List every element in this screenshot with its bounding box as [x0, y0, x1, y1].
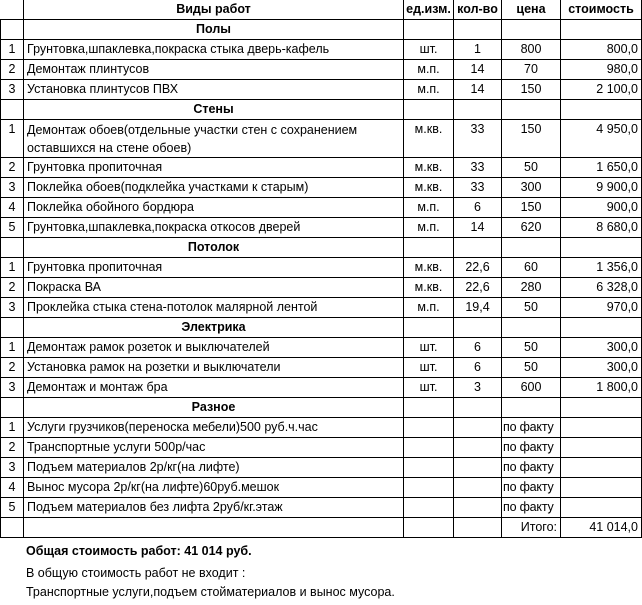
row-number: 3	[1, 298, 24, 318]
row-number: 1	[1, 418, 24, 438]
header-qty: кол-во	[454, 0, 502, 20]
table-row	[1, 178, 642, 198]
row-unit: м.п.	[404, 80, 454, 100]
row-cost	[561, 418, 642, 438]
footer-items: Транспортные услуги,подъем стойматериалов и вынос мусора.	[26, 585, 395, 599]
section-empty-cell	[1, 20, 24, 40]
section-empty-cell	[561, 398, 642, 418]
total-row	[1, 518, 642, 538]
section-empty-cell	[454, 398, 502, 418]
row-work-name: Услуги грузчиков(переноска мебели)500 руб.ч.час	[24, 418, 404, 438]
row-work-name: Установка рамок на розетки и выключатели	[24, 358, 404, 378]
section-empty-cell	[561, 100, 642, 120]
total-label: Итого:	[502, 518, 561, 538]
row-work-name: Грунтовка пропиточная	[24, 158, 404, 178]
table-row	[1, 258, 642, 278]
row-number: 1	[1, 338, 24, 358]
row-unit	[404, 418, 454, 438]
row-number: 2	[1, 60, 24, 80]
section-row	[1, 318, 642, 338]
row-unit: м.п.	[404, 198, 454, 218]
section-empty-cell	[404, 238, 454, 258]
section-empty-cell	[502, 398, 561, 418]
row-price: 150	[502, 198, 561, 218]
row-cost: 4 950,0	[561, 120, 642, 158]
row-number: 1	[1, 40, 24, 60]
row-qty: 19,4	[454, 298, 502, 318]
row-work-name: Проклейка стыка стена-потолок малярной лентой	[24, 298, 404, 318]
row-number: 4	[1, 478, 24, 498]
total-empty-cell	[1, 518, 24, 538]
row-qty: 6	[454, 338, 502, 358]
row-qty: 6	[454, 198, 502, 218]
section-title: Электрика	[24, 318, 404, 338]
row-work-name: Поклейка обойного бордюра	[24, 198, 404, 218]
table-row	[1, 378, 642, 398]
section-row	[1, 100, 642, 120]
row-price: 600	[502, 378, 561, 398]
row-qty	[454, 498, 502, 518]
section-empty-cell	[502, 20, 561, 40]
table-row	[1, 158, 642, 178]
row-qty: 14	[454, 80, 502, 100]
section-row	[1, 398, 642, 418]
estimate-body	[1, 20, 642, 538]
row-price: 70	[502, 60, 561, 80]
section-empty-cell	[454, 20, 502, 40]
row-cost: 8 680,0	[561, 218, 642, 238]
section-empty-cell	[1, 100, 24, 120]
section-empty-cell	[454, 318, 502, 338]
header-empty	[1, 0, 24, 20]
row-cost: 1 800,0	[561, 378, 642, 398]
row-qty: 22,6	[454, 258, 502, 278]
row-qty	[454, 438, 502, 458]
row-price: 800	[502, 40, 561, 60]
header-work: Виды работ	[24, 0, 404, 20]
row-cost	[561, 498, 642, 518]
row-unit: м.п.	[404, 298, 454, 318]
row-price: 50	[502, 338, 561, 358]
row-price: по факту	[502, 478, 561, 498]
section-title: Стены	[24, 100, 404, 120]
section-empty-cell	[561, 238, 642, 258]
row-qty: 22,6	[454, 278, 502, 298]
section-title: Разное	[24, 398, 404, 418]
row-unit: шт.	[404, 40, 454, 60]
table-row	[1, 298, 642, 318]
section-empty-cell	[1, 238, 24, 258]
row-number: 1	[1, 120, 24, 158]
row-cost: 970,0	[561, 298, 642, 318]
row-number: 2	[1, 438, 24, 458]
row-unit: м.кв.	[404, 158, 454, 178]
section-row	[1, 238, 642, 258]
row-unit: м.кв.	[404, 278, 454, 298]
row-work-name: Демонтаж плинтусов	[24, 60, 404, 80]
section-empty-cell	[454, 238, 502, 258]
row-number: 1	[1, 258, 24, 278]
row-unit: шт.	[404, 378, 454, 398]
table-row	[1, 218, 642, 238]
table-row	[1, 458, 642, 478]
row-cost	[561, 478, 642, 498]
row-cost: 1 356,0	[561, 258, 642, 278]
section-empty-cell	[502, 100, 561, 120]
row-number: 4	[1, 198, 24, 218]
row-price: по факту	[502, 418, 561, 438]
section-empty-cell	[404, 318, 454, 338]
row-qty: 14	[454, 218, 502, 238]
row-unit	[404, 478, 454, 498]
row-qty	[454, 478, 502, 498]
row-number: 2	[1, 278, 24, 298]
total-empty-cell	[404, 518, 454, 538]
row-number: 3	[1, 80, 24, 100]
section-empty-cell	[404, 398, 454, 418]
table-row	[1, 358, 642, 378]
row-cost: 300,0	[561, 338, 642, 358]
section-empty-cell	[561, 318, 642, 338]
row-qty: 1	[454, 40, 502, 60]
row-qty: 6	[454, 358, 502, 378]
table-row	[1, 80, 642, 100]
header-price: цена	[502, 0, 561, 20]
table-row	[1, 438, 642, 458]
row-price: по факту	[502, 458, 561, 478]
row-unit	[404, 458, 454, 478]
section-empty-cell	[404, 20, 454, 40]
row-cost: 1 650,0	[561, 158, 642, 178]
row-unit	[404, 498, 454, 518]
table-row	[1, 418, 642, 438]
row-unit: м.кв.	[404, 120, 454, 158]
total-value: 41 014,0	[561, 518, 642, 538]
row-unit	[404, 438, 454, 458]
row-cost: 9 900,0	[561, 178, 642, 198]
row-number: 5	[1, 218, 24, 238]
row-unit: шт.	[404, 358, 454, 378]
row-price: 50	[502, 158, 561, 178]
row-work-name: Демонтаж обоев(отдельные участки стен с сохранением оставшихся на стене обоев)	[24, 120, 404, 158]
section-empty-cell	[502, 238, 561, 258]
header-cost: стоимость	[561, 0, 642, 20]
row-cost: 300,0	[561, 358, 642, 378]
row-work-name: Подъем материалов 2р/кг(на лифте)	[24, 458, 404, 478]
row-cost: 980,0	[561, 60, 642, 80]
row-qty	[454, 458, 502, 478]
row-qty	[454, 418, 502, 438]
header-row	[1, 0, 642, 20]
row-work-name: Демонтаж рамок розеток и выключателей	[24, 338, 404, 358]
table-row	[1, 478, 642, 498]
table-row	[1, 40, 642, 60]
row-qty: 33	[454, 120, 502, 158]
row-qty: 3	[454, 378, 502, 398]
row-unit: м.кв.	[404, 258, 454, 278]
row-number: 3	[1, 458, 24, 478]
total-empty-cell	[24, 518, 404, 538]
table-row	[1, 198, 642, 218]
row-cost	[561, 458, 642, 478]
header-unit: ед.изм.	[404, 0, 454, 20]
row-price: 50	[502, 358, 561, 378]
row-price: 60	[502, 258, 561, 278]
row-price: 300	[502, 178, 561, 198]
row-price: по факту	[502, 438, 561, 458]
row-work-name: Грунтовка пропиточная	[24, 258, 404, 278]
row-unit: м.кв.	[404, 178, 454, 198]
row-number: 5	[1, 498, 24, 518]
row-number: 2	[1, 358, 24, 378]
row-work-name: Демонтаж и монтаж бра	[24, 378, 404, 398]
row-work-name: Грунтовка,шпаклевка,покраска откосов дверей	[24, 218, 404, 238]
row-work-name: Подъем материалов без лифта 2руб/кг.этаж	[24, 498, 404, 518]
row-number: 2	[1, 158, 24, 178]
row-price: 620	[502, 218, 561, 238]
table-row	[1, 60, 642, 80]
section-row	[1, 20, 642, 40]
row-work-name: Поклейка обоев(подклейка участками к старым)	[24, 178, 404, 198]
table-row	[1, 120, 642, 158]
section-empty-cell	[454, 100, 502, 120]
footer-total-line: Общая стоимость работ: 41 014 руб.	[26, 544, 252, 558]
row-unit: м.п.	[404, 60, 454, 80]
section-empty-cell	[404, 100, 454, 120]
section-empty-cell	[561, 20, 642, 40]
row-cost: 2 100,0	[561, 80, 642, 100]
row-cost: 900,0	[561, 198, 642, 218]
table-row	[1, 498, 642, 518]
section-empty-cell	[1, 398, 24, 418]
row-work-name: Вынос мусора 2р/кг(на лифте)60руб.мешок	[24, 478, 404, 498]
row-number: 3	[1, 378, 24, 398]
row-qty: 33	[454, 158, 502, 178]
row-unit: шт.	[404, 338, 454, 358]
table-row	[1, 338, 642, 358]
section-title: Полы	[24, 20, 404, 40]
row-cost: 6 328,0	[561, 278, 642, 298]
row-work-name: Грунтовка,шпаклевка,покраска стыка дверь-кафель	[24, 40, 404, 60]
row-price: 280	[502, 278, 561, 298]
section-empty-cell	[1, 318, 24, 338]
section-title: Потолок	[24, 238, 404, 258]
footer-not-included: В общую стоимость работ не входит :	[26, 566, 246, 580]
row-work-name: Покраска ВА	[24, 278, 404, 298]
total-empty-cell	[454, 518, 502, 538]
row-work-name: Транспортные услуги 500р/час	[24, 438, 404, 458]
row-cost: 800,0	[561, 40, 642, 60]
row-cost	[561, 438, 642, 458]
row-price: 150	[502, 80, 561, 100]
row-work-name: Установка плинтусов ПВХ	[24, 80, 404, 100]
section-empty-cell	[502, 318, 561, 338]
row-qty: 14	[454, 60, 502, 80]
table-row	[1, 278, 642, 298]
row-price: 150	[502, 120, 561, 158]
row-unit: м.п.	[404, 218, 454, 238]
row-qty: 33	[454, 178, 502, 198]
row-price: по факту	[502, 498, 561, 518]
row-price: 50	[502, 298, 561, 318]
row-number: 3	[1, 178, 24, 198]
